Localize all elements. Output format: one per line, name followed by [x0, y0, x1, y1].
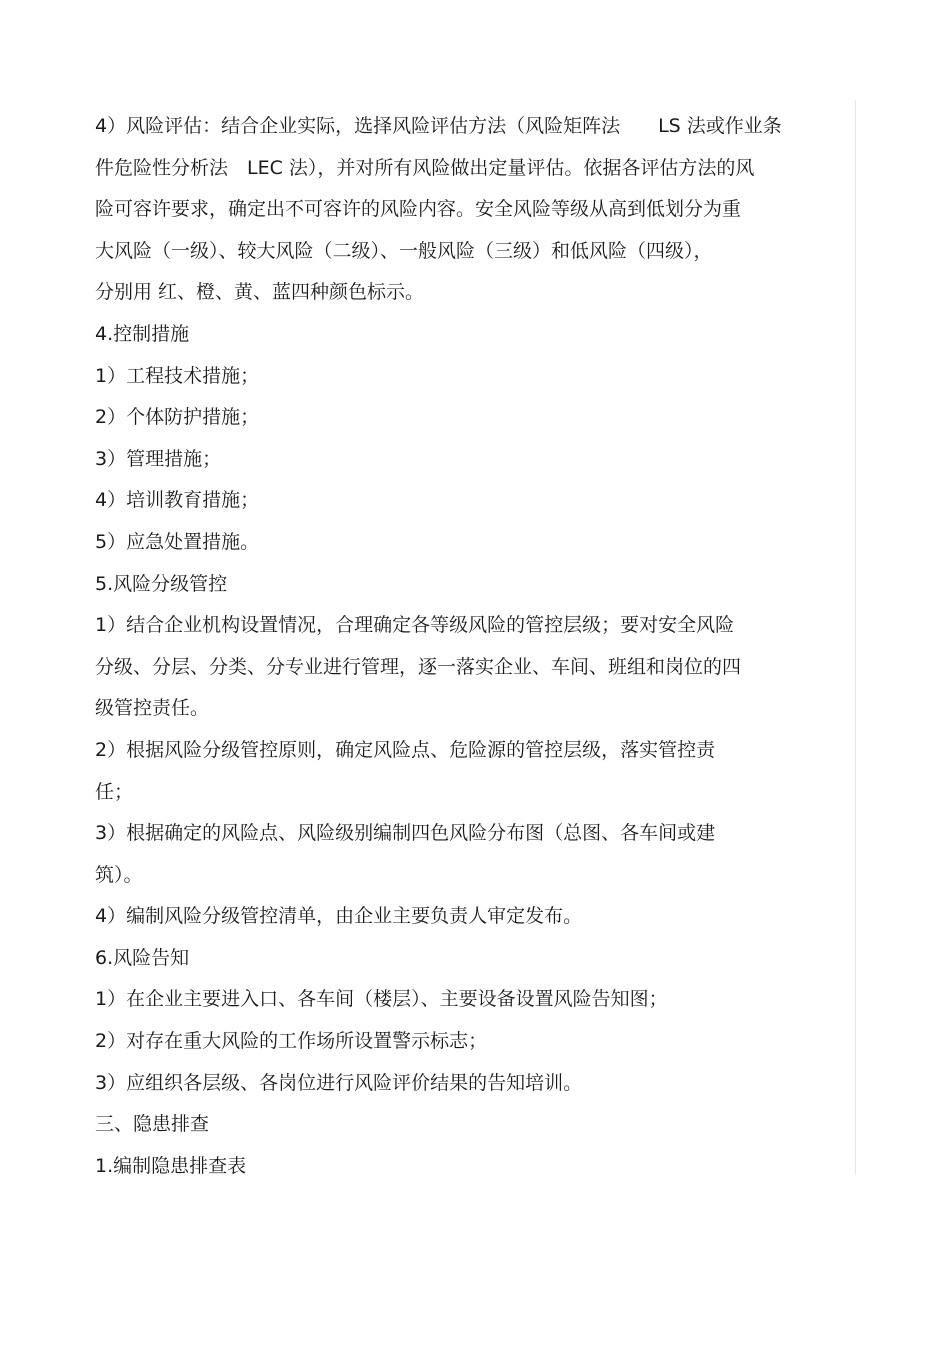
text-line: 2）根据风险分级管控原则，确定风险点、危险源的管控层级，落实管控责: [95, 738, 716, 761]
list-item: 2）对存在重大风险的工作场所设置警示标志；: [95, 1030, 488, 1053]
text-line: 筑）。: [95, 863, 143, 886]
text-line: 4）编制风险分级管控清单，由企业主要负责人审定发布。: [95, 905, 583, 928]
text-line: 件危险性分析法 LEC 法），并对所有风险做出定量评估。依据各评估方法的风: [95, 156, 755, 179]
document-body: [95, 106, 855, 1187]
chapter-heading: 三、隐患排查: [95, 1113, 210, 1136]
text-line: 4）风险评估：结合企业实际，选择风险评估方法（风险矩阵法 LS 法或作业条: [95, 115, 782, 137]
text-line: 任；: [95, 780, 134, 803]
text-line: 大风险（一级）、较大风险（二级）、一般风险（三级）和低风险（四级），: [95, 239, 713, 262]
list-item: 4）培训教育措施；: [95, 489, 260, 512]
list-item: 3）管理措施；: [95, 447, 222, 470]
section-heading: 5.风险分级管控: [95, 572, 228, 595]
section-heading: 4.控制措施: [95, 322, 190, 345]
section-heading: 1.编制隐患排查表: [95, 1154, 247, 1177]
text-line: 分级、分层、分类、分专业进行管理，逐一落实企业、车间、班组和岗位的四: [95, 655, 742, 678]
list-item: 5）应急处置措施。: [95, 530, 260, 553]
list-item: 2）个体防护措施；: [95, 406, 260, 429]
list-item: 3）应组织各层级、各岗位进行风险评价结果的告知培训。: [95, 1071, 583, 1094]
page-edge-divider: [855, 100, 856, 1175]
text-line: 3）根据确定的风险点、风险级别编制四色风险分布图（总图、各车间或建: [95, 822, 716, 845]
text-line: 险可容许要求，确定出不可容许的风险内容。安全风险等级从高到低划分为重: [95, 198, 742, 221]
section-heading: 6.风险告知: [95, 946, 190, 969]
list-item: 1）工程技术措施；: [95, 364, 260, 387]
list-item: 1）在企业主要进入口、各车间（楼层）、主要设备设置风险告知图；: [95, 988, 668, 1011]
text-line: 级管控责任。: [95, 697, 210, 720]
text-line: 分别用 红、橙、黄、蓝四种颜色标示。: [95, 281, 425, 304]
text-line: 1）结合企业机构设置情况，合理确定各等级风险的管控层级；要对安全风险: [95, 614, 735, 637]
